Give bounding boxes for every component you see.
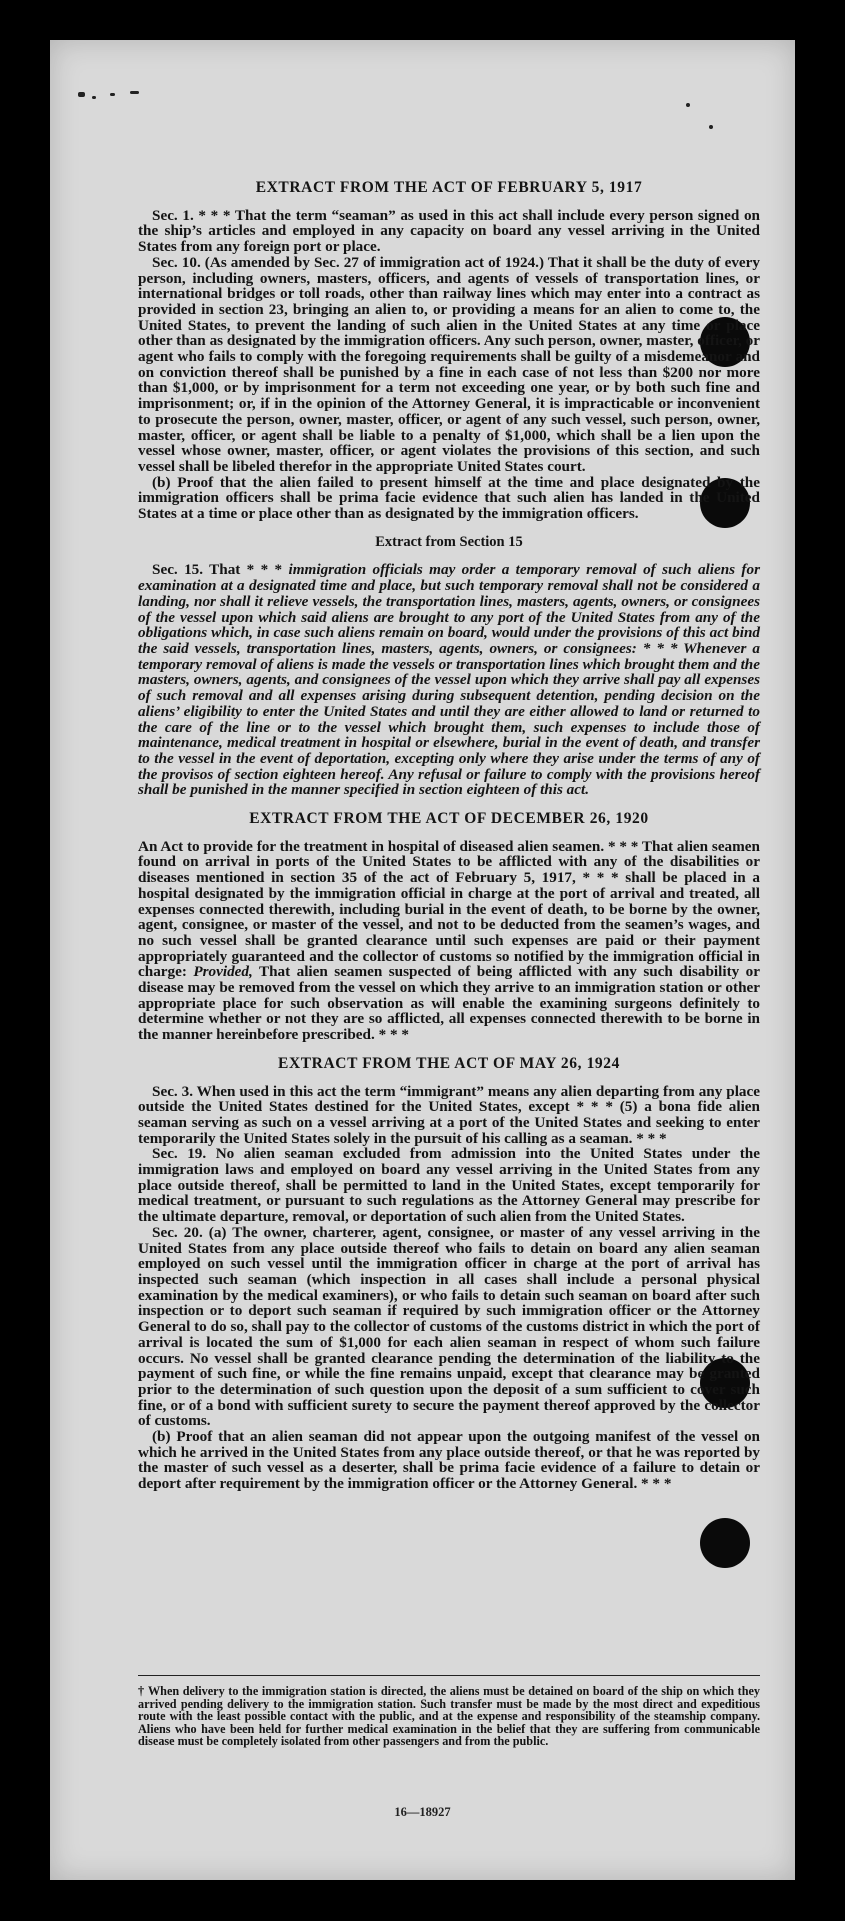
section-heading: EXTRACT FROM THE ACT OF MAY 26, 1924 — [278, 1054, 620, 1072]
paragraph — [138, 562, 760, 798]
paragraph-lead: Sec. 15. That * * * — [152, 561, 289, 579]
section-act-1917 — [138, 180, 760, 522]
paragraph: Sec. 10. (As amended by Sec. 27 of immigration act of 1924.) That it shall be the duty of every person, including owners, masters, officers, and agents of vessels of transportation lines, or international bridges or toll roads, other than railway lines which may enter into a contract as provided in section 23, bringing an alien to, or providing a means for an alien to come to, the United States, to prevent the landing of such alien in the United States at any time or place other than as designated by the immigration officers. Any such person, owner, master, officer, or agent who fails to comply with the foregoing requirements shall be guilty of a misdemeanor and on conviction thereof shall be punished by a fine in each case of not less than $200 nor more than $1,000, or by imprisonment for a term not exceeding one year, or by both such fine and imprisonment; or, if in the opinion of the Attorney General, it is impracticable or inconvenient to prosecute the person, owner, master, officer, or agent of any such vessel, such person, owner, master, officer, or agent shall be liable to a penalty of $1,000, which shall be a lien upon the vessel whose owner, master, officer, or agent violates the provisions of this section, and such vessel shall be libeled therefor in the appropriate United States court. — [138, 253, 760, 475]
section-heading: EXTRACT FROM THE ACT OF DECEMBER 26, 1920 — [249, 810, 649, 828]
punch-hole — [700, 1518, 750, 1568]
scan-speck — [709, 125, 713, 129]
scan-speck — [686, 103, 690, 107]
paragraph: Sec. 1. * * * That the term “seaman” as used in this act shall include every person signed on the ship’s articles and employed in any capacity on board any vessel arriving in the United States from any foreign port or place. — [138, 206, 760, 256]
section-act-1920 — [138, 811, 760, 1043]
section-heading: EXTRACT FROM THE ACT OF FEBRUARY 5, 1917 — [255, 179, 643, 196]
proviso-term: Provided, — [193, 963, 253, 981]
paragraph: (b) Proof that an alien seaman did not appear upon the outgoing manifest of the vessel on which he arrived in the United States from any place outside thereof, or that he was reported by the master of such vessel as a deserter, shall be prima facie evidence of a failure to detain or deport after requirement by the immigration officer or the Attorney General. * * * — [138, 1428, 760, 1493]
paragraph: Sec. 19. No alien seaman excluded from admission into the United States under the immigration laws and employed on board any vessel arriving in the United States from any place outside thereof, shall be permitted to land in the United States, except temporarily for medical treatment, or pursuant to such regulations as the Attorney General may prescribe for the ultimate departure, removal, or deportation of such alien from the United States. — [138, 1145, 760, 1226]
paragraph-part: An Act to provide for the treatment in hospital of diseased alien seamen. * * * That alien seamen found on arrival in ports of the United States to be afflicted with any of the disabilities or diseases mentioned in section 35 of the act of February 5, 1917, * * * shall be placed in a hospital designated by the immigration official in charge at the port of arrival and treated, all expenses connected therewith, including burial in the event of death, to be borne by the owner, agent, consignee, or master of the vessel, and not to be deducted from the seamen’s wages, and no such vessel shall be granted clearance until such expenses are paid or their payment appropriately guaranteed and the collector of customs so notified by the immigration official in charge: — [138, 837, 760, 981]
paragraph: Sec. 20. (a) The owner, charterer, agent, consignee, or master of any vessel arriving in the United States from any place outside thereof who fails to detain on board any alien seaman employed on such vessel until the immigration officer in charge at the port of arrival has inspected such seaman (which inspection in all cases shall include a personal physical examination by the medical examiners), or who fails to detain such seaman on board after such inspection or to deport such seaman if required by such immigration officer or the Attorney General to do so, shall pay to the collector of customs of the customs district in which the port of arrival is located the sum of $1,000 for each alien seaman in respect of whom such failure occurs. No vessel shall be granted clearance pending the determination of the liability to the payment of such fine, or while the fine remains unpaid, except that clearance may be granted prior to the determination of such question upon the deposit of a sum sufficient to cover such fine, or of a bond with sufficient surety to secure the payment thereof approved by the collector of customs. — [138, 1223, 760, 1430]
section-extract-15 — [138, 535, 760, 798]
section-act-1924 — [138, 1056, 760, 1492]
scan-speck — [130, 91, 139, 94]
paragraph-italic: immigration officials may order a temporary removal of such aliens for examination at a designated time and place, but such temporary removal shall not be considered a landing, nor shall it relieve vessels, the transportation lines, masters, agents, owners, or consignees of the vessel upon which said aliens are brought to any port of the United States from any of the obligations which, in case such aliens remain on board, would under the provisions of this act bind the said vessels, transportation lines, masters, agents, owners, or consignees: * * * Whenever a temporary removal of aliens is made the vessels or transportation lines which brought them and the masters, owners, agents, and consignees of the vessel upon which they arrive shall pay all expenses of such removal and all expenses arising during subsequent detention, pending decision on the aliens’ eligibility to enter the United States and until they are either allowed to land or returned to the care of the line or to the vessel which brought them, such expenses to include those of maintenance, medical treatment in hospital or elsewhere, burial in the event of death, and transfer to the vessel in the event of deportation, excepting only where they arise under the terms of any of the provisos of section eighteen hereof. Any refusal or failure to comply with the provisions hereof shall be punished in the manner specified in section eighteen of this act. — [138, 561, 760, 799]
document-page — [50, 40, 795, 1880]
scan-speck — [92, 96, 96, 99]
scan-speck — [78, 92, 85, 97]
paragraph-part: That alien seamen suspected of being afflicted with any such disability or disease may be removed from the vessel on which they arrive to an immigration station or other appropriate place for such observation as will enable the examining surgeons definitely to determine whether or not they are so afflicted, all expenses connected therewith to be borne in the manner hereinbefore prescribed. * * * — [138, 963, 760, 1044]
section-heading: Extract from Section 15 — [375, 533, 523, 550]
document-body — [138, 180, 760, 1505]
paragraph: Sec. 3. When used in this act the term “immigrant” means any alien departing from any place outside the United States destined for the United States, except * * * (5) a bona fide alien seaman serving as such on a vessel arriving at a port of the United States and seeking to enter temporarily the United States solely in the pursuit of his calling as a seaman. * * * — [138, 1082, 760, 1147]
scan-speck — [110, 93, 115, 96]
footnote: † When delivery to the immigration station is directed, the aliens must be detained on board of the ship on which they arrived pending delivery to the immigration station. Such transfer must be made by the most direct and expeditious route with the least possible contact with the public, and at the expense and responsibility of the steamship company. Aliens who have been held for further medical examination in the belief that they are suffering from communicable disease must be completely isolated from other passengers and from the public. — [138, 1684, 760, 1749]
page-code: 16—18927 — [394, 1805, 451, 1819]
paragraph: (b) Proof that the alien failed to present himself at the time and place designated by the immigration officers shall be prima facie evidence that such alien has landed in the United States at a time or place other than as designated by the immigration officers. — [138, 473, 760, 523]
paragraph — [138, 839, 760, 1043]
footnote-divider — [138, 1675, 760, 1676]
